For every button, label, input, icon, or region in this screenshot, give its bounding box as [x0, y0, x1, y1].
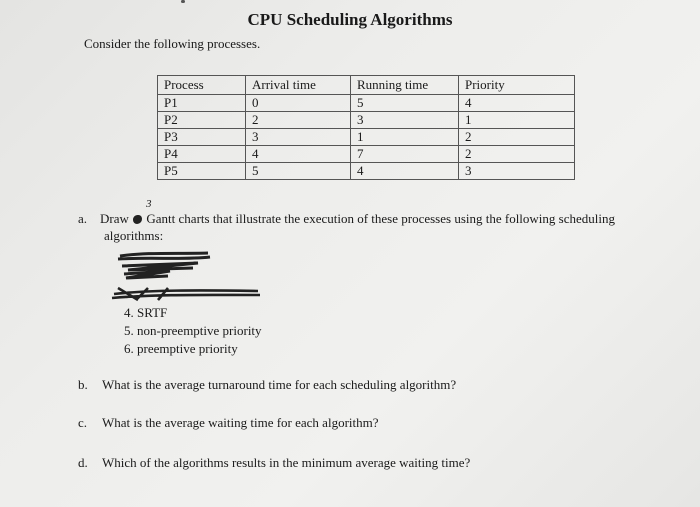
scribbled-out-items — [108, 250, 278, 302]
question-d-marker: d. — [78, 455, 88, 470]
cell-arrival: 2 — [246, 112, 351, 129]
cell-process: P4 — [158, 146, 246, 163]
list-item-name: preemptive priority — [137, 341, 238, 356]
cell-priority: 4 — [459, 95, 575, 112]
question-d — [78, 455, 470, 471]
cell-process: P2 — [158, 112, 246, 129]
question-c-text: What is the average waiting time for each algorithm? — [102, 415, 379, 430]
question-a — [78, 210, 693, 244]
cell-process: P3 — [158, 129, 246, 146]
cell-priority: 2 — [459, 146, 575, 163]
cell-running: 5 — [351, 95, 459, 112]
cell-arrival: 4 — [246, 146, 351, 163]
ink-blot-icon — [133, 215, 142, 224]
header-priority: Priority — [459, 76, 575, 95]
list-item-name: SRTF — [137, 305, 168, 320]
table-row — [158, 129, 575, 146]
cell-running: 1 — [351, 129, 459, 146]
intro-text: Consider the following processes. — [84, 36, 261, 51]
cell-process: P5 — [158, 163, 246, 180]
list-item-number: 4. — [124, 305, 134, 320]
question-a-marker: a. — [78, 211, 88, 226]
cell-priority: 2 — [459, 129, 575, 146]
cell-arrival: 3 — [246, 129, 351, 146]
question-d-text: Which of the algorithms results in the minimum average waiting time? — [102, 455, 471, 470]
list-item-number: 5. — [124, 323, 134, 338]
question-a-text-before: Draw — [100, 211, 129, 226]
question-b-marker: b. — [78, 377, 88, 392]
cell-priority: 3 — [459, 163, 575, 180]
page-title: CPU Scheduling Algorithms — [247, 10, 453, 29]
list-item-name: non-preemptive priority — [137, 323, 262, 338]
cell-running: 3 — [351, 112, 459, 129]
table-row — [158, 146, 575, 163]
table-row — [158, 163, 575, 180]
handwritten-number: 3 — [146, 198, 152, 210]
cell-priority: 1 — [459, 112, 575, 129]
cell-running: 7 — [351, 146, 459, 163]
list-item-number: 6. — [124, 341, 134, 356]
cell-process: P1 — [158, 95, 246, 112]
question-b-text: What is the average turnaround time for each scheduling algorithm? — [102, 377, 457, 392]
table-row — [158, 112, 575, 129]
list-item — [124, 304, 262, 322]
header-arrival-time: Arrival time — [246, 76, 351, 95]
question-c-marker: c. — [78, 415, 88, 430]
question-c — [78, 415, 379, 431]
list-item — [124, 340, 262, 358]
question-a-text-line2: algorithms: — [104, 228, 164, 243]
list-item — [124, 322, 262, 340]
header-running-time: Running time — [351, 76, 459, 95]
cell-arrival: 5 — [246, 163, 351, 180]
question-b — [78, 377, 456, 393]
table-row — [158, 95, 575, 112]
cell-running: 4 — [351, 163, 459, 180]
cell-arrival: 0 — [246, 95, 351, 112]
algorithm-list — [124, 304, 262, 358]
header-process: Process — [158, 76, 246, 95]
question-a-text-after: Gantt charts that illustrate the execution of these processes using the following scheduling — [146, 211, 615, 226]
process-table — [157, 75, 575, 180]
pen-mark — [181, 0, 185, 3]
table-header-row — [158, 76, 575, 95]
